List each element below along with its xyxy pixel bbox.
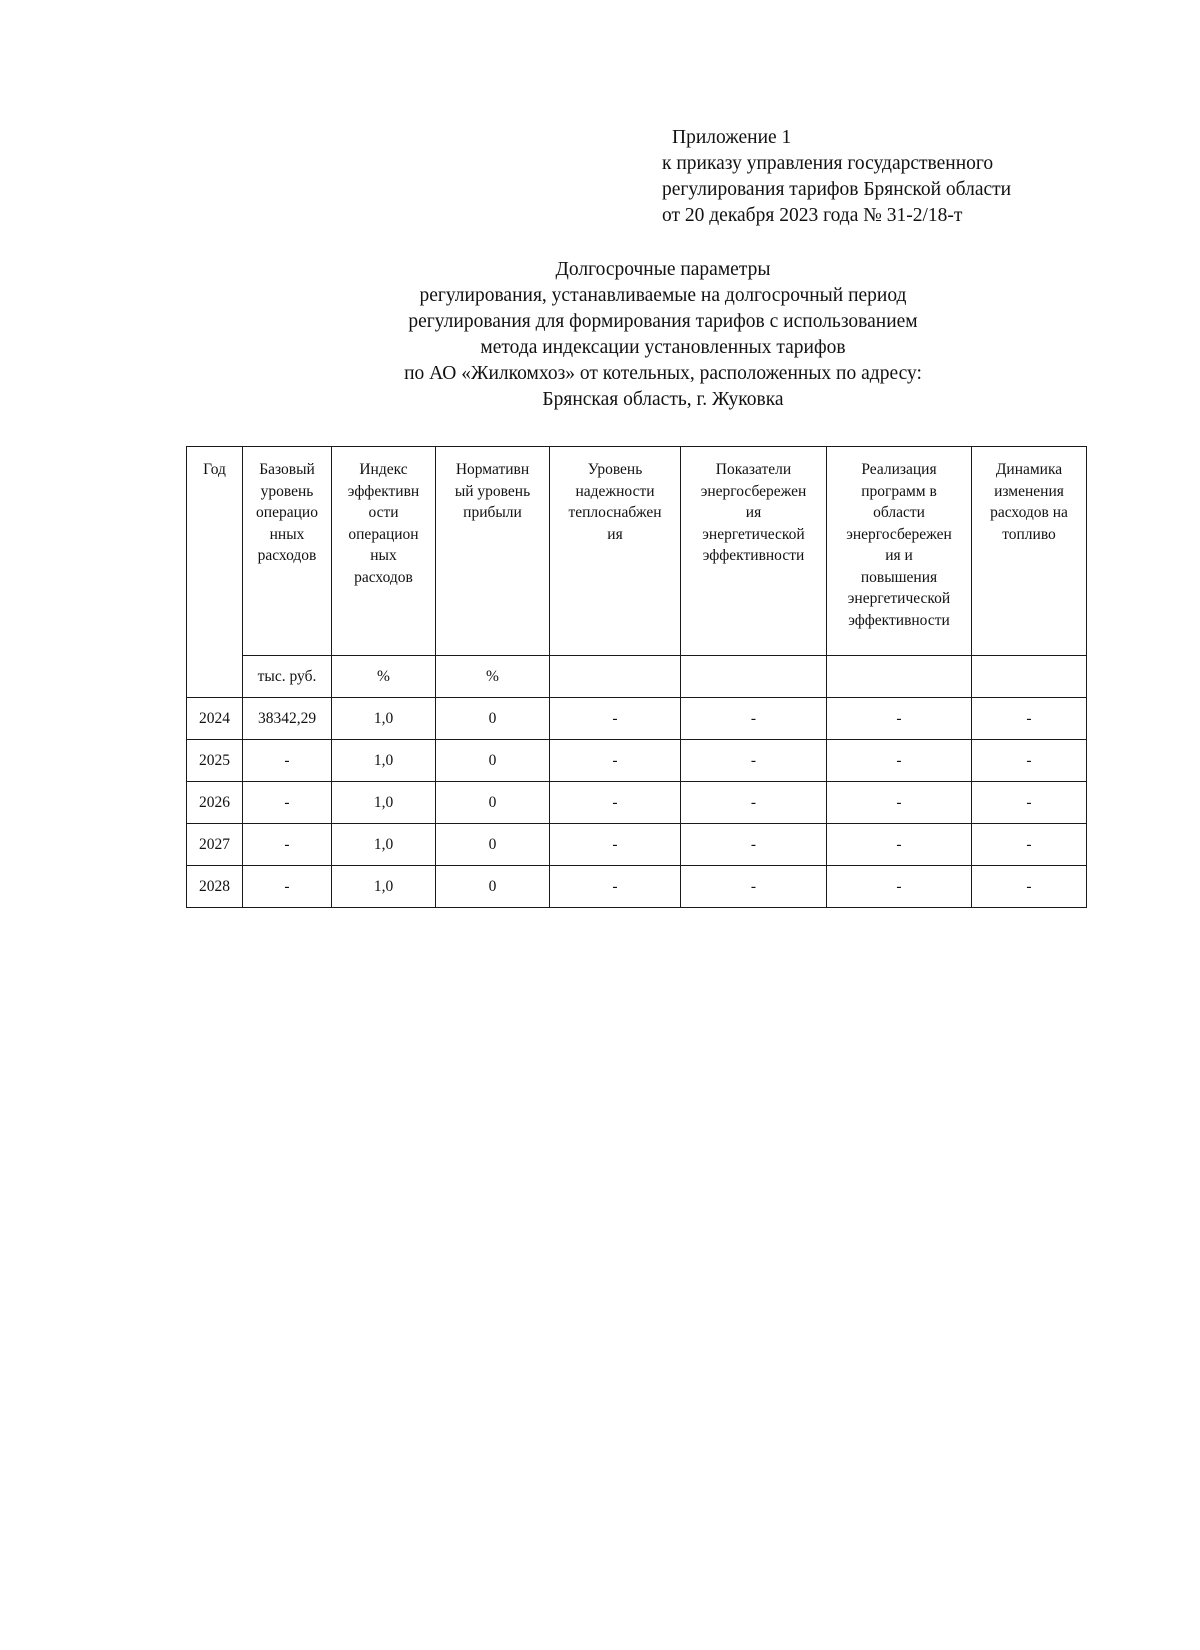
header-cell (827, 447, 972, 656)
header-text-line: эффективн (347, 482, 420, 500)
value-cell: - (550, 740, 681, 782)
value-cell: - (827, 866, 972, 908)
value-cell: 0 (436, 824, 550, 866)
value-cell: - (550, 866, 681, 908)
header-cell (972, 447, 1087, 656)
title-line: Брянская область, г. Жуковка (542, 389, 784, 410)
header-text-line: повышения (860, 568, 938, 586)
title-line: регулирования, устанавливаемые на долгосрочный период (419, 285, 907, 306)
header-text-line: энергосбережен (846, 525, 952, 543)
table-row (187, 782, 1087, 824)
header-text-line: энергетической (702, 525, 805, 543)
unit-cell: % (436, 656, 550, 698)
header-text-line: программ в (861, 482, 937, 500)
value-cell: 1,0 (332, 740, 436, 782)
unit-cell (681, 656, 827, 698)
value-cell: - (827, 698, 972, 740)
table-row (187, 698, 1087, 740)
value-cell: 1,0 (332, 782, 436, 824)
value-cell: - (972, 698, 1087, 740)
header-text-line: Показатели (715, 461, 792, 478)
header-text-line: расходов на (990, 504, 1068, 521)
value-cell: 0 (436, 782, 550, 824)
header-text-line: уровень (260, 482, 314, 500)
header-text-line: расходов (354, 568, 413, 586)
title-line: Долгосрочные параметры (555, 259, 771, 280)
header-text-line: Реализация (861, 461, 937, 478)
title-line: метода индексации установленных тарифов (480, 337, 846, 358)
header-text-line: Нормативн (455, 461, 530, 478)
appendix-number: Приложение 1 (672, 127, 792, 148)
header-text-line: надежности (575, 482, 655, 500)
header-row (187, 447, 1087, 656)
value-cell: - (243, 866, 332, 908)
header-text-line: Индекс (359, 461, 408, 478)
header-text-line: ия и (885, 547, 913, 564)
value-cell: - (550, 698, 681, 740)
value-cell: - (681, 866, 827, 908)
year-cell: 2027 (187, 824, 243, 866)
value-cell: - (972, 740, 1087, 782)
unit-cell (827, 656, 972, 698)
appendix-authority: регулирования тарифов Брянской области (662, 179, 1012, 200)
header-text-line: ия (745, 504, 762, 521)
header-text-line: прибыли (463, 504, 522, 521)
header-text-line: эффективности (702, 547, 805, 564)
value-cell: - (827, 824, 972, 866)
header-text-line: теплоснабжен (568, 504, 662, 521)
header-text-line: операцио (256, 504, 318, 521)
value-cell: 0 (436, 740, 550, 782)
year-cell: 2025 (187, 740, 243, 782)
header-text-line: энергетической (847, 590, 951, 607)
value-cell: - (550, 824, 681, 866)
table-body (187, 447, 1087, 908)
value-cell: 1,0 (332, 698, 436, 740)
header-text-line: нных (269, 525, 305, 543)
table-row (187, 740, 1087, 782)
header-cell (332, 447, 436, 656)
value-cell: - (243, 824, 332, 866)
value-cell: - (243, 740, 332, 782)
header-text-line: ных (370, 547, 397, 564)
header-cell (550, 447, 681, 656)
header-text-line: расходов (257, 547, 317, 564)
value-cell: - (681, 782, 827, 824)
table-row (187, 824, 1087, 866)
value-cell: - (243, 782, 332, 824)
value-cell: 1,0 (332, 866, 436, 908)
appendix-order-ref: к приказу управления государственного (662, 153, 994, 174)
value-cell: - (681, 824, 827, 866)
unit-cell: % (332, 656, 436, 698)
year-cell: 2024 (187, 698, 243, 740)
unit-cell (550, 656, 681, 698)
header-cell (243, 447, 332, 656)
appendix-note (662, 125, 1011, 229)
parameters-table (186, 446, 1087, 908)
value-cell: 0 (436, 866, 550, 908)
value-cell: 38342,29 (243, 698, 332, 740)
value-cell: - (972, 782, 1087, 824)
unit-cell (972, 656, 1087, 698)
year-cell: 2028 (187, 866, 243, 908)
value-cell: - (827, 782, 972, 824)
header-text-line: Базовый (259, 461, 315, 478)
header-text-line: энергосбережен (700, 482, 807, 500)
header-cell (187, 447, 243, 698)
header-text-line: ия (607, 525, 623, 543)
value-cell: - (681, 740, 827, 782)
unit-cell: тыс. руб. (243, 656, 332, 698)
table-row (187, 866, 1087, 908)
title-line: по АО «Жилкомхоз» от котельных, расположенных по адресу: (404, 363, 922, 384)
document-title (270, 257, 1056, 413)
value-cell: 0 (436, 698, 550, 740)
year-cell: 2026 (187, 782, 243, 824)
title-line: регулирования для формирования тарифов с использованием (408, 311, 918, 332)
value-cell: - (550, 782, 681, 824)
value-cell: - (681, 698, 827, 740)
header-text-line: операцион (348, 525, 419, 543)
header-text-line: Уровень (587, 461, 643, 478)
header-text-line: Динамика (995, 461, 1063, 478)
header-text-line: ый уровень (454, 482, 531, 500)
value-cell: - (827, 740, 972, 782)
header-cell (436, 447, 550, 656)
header-cell (681, 447, 827, 656)
header-text-line: ости (368, 504, 399, 521)
value-cell: - (972, 866, 1087, 908)
header-text-line: изменения (994, 482, 1064, 500)
appendix-date: от 20 декабря 2023 года № 31-2/18-т (662, 205, 963, 226)
header-text-line: области (873, 504, 925, 521)
header-text-line: эффективности (848, 611, 950, 629)
value-cell: 1,0 (332, 824, 436, 866)
value-cell: - (972, 824, 1087, 866)
header-text-line: топливо (1002, 525, 1056, 543)
header-text-line: Год (203, 461, 226, 478)
units-row (187, 656, 1087, 698)
